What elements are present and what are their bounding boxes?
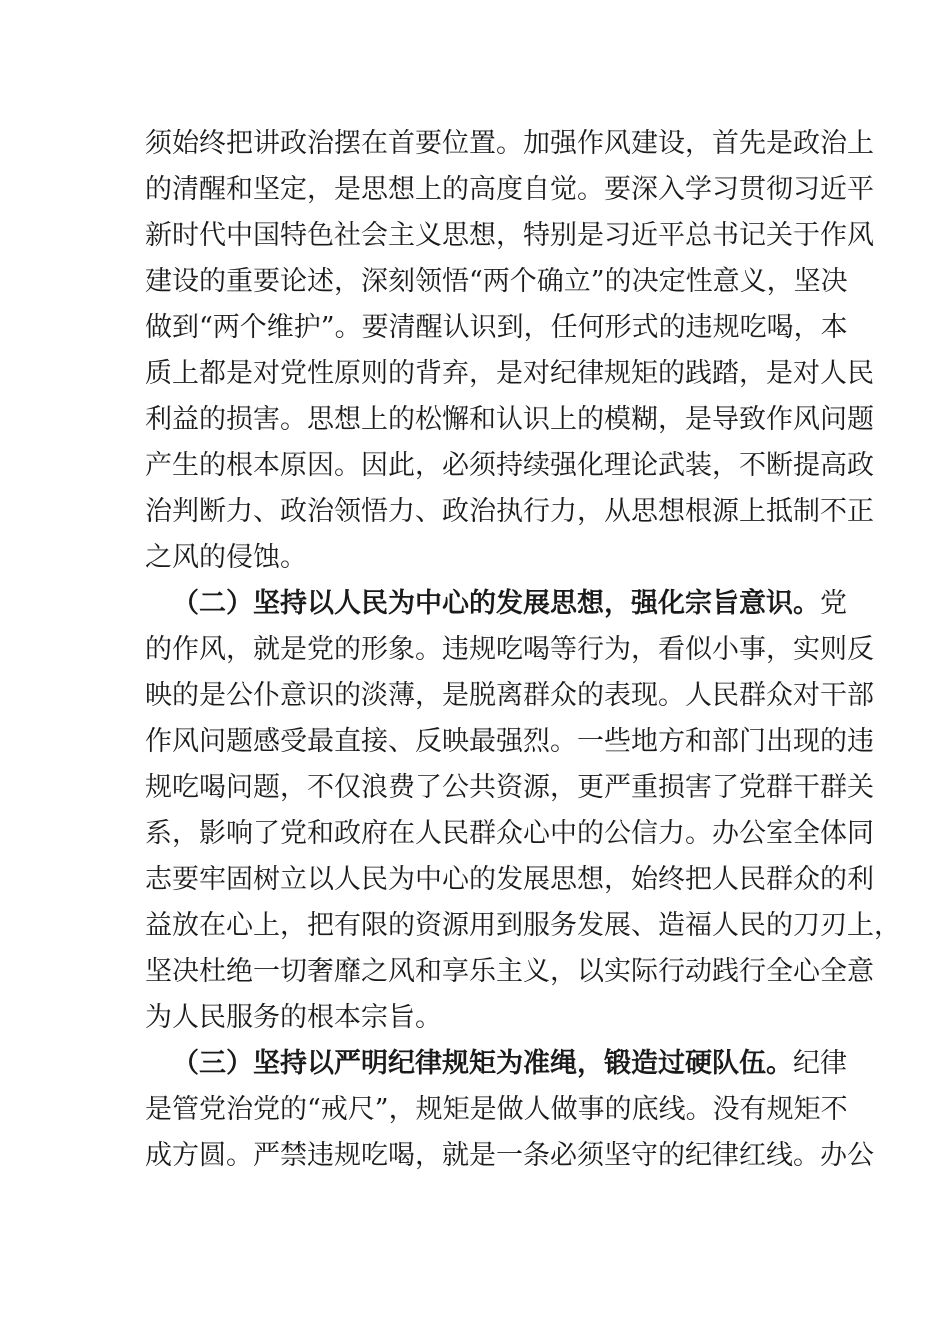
paragraph-2-line: 规吃喝问题，不仅浪费了公共资源，更严重损害了党群干群关: [145, 772, 874, 803]
section-heading-3: （三）坚持以严明纪律规矩为准绳，锻造过硬队伍。: [172, 1048, 793, 1079]
paragraph-2-line: 的作风，就是党的形象。违规吃喝等行为，看似小事，实则反: [145, 634, 874, 665]
paragraph-2-line: 为人民服务的根本宗旨。: [145, 1002, 442, 1033]
paragraph-3-first-line-rest: 纪律: [793, 1048, 847, 1079]
paragraph-1-line: 须始终把讲政治摆在首要位置。加强作风建设，首先是政治上: [145, 128, 874, 159]
paragraph-2-line: 坚决杜绝一切奢靡之风和享乐主义，以实际行动践行全心全意: [145, 956, 874, 987]
paragraph-1-line: 治判断力、政治领悟力、政治执行力，从思想根源上抵制不正: [145, 496, 874, 527]
paragraph-1-line: 利益的损害。思想上的松懈和认识上的模糊，是导致作风问题: [145, 404, 874, 435]
paragraph-2-line: 作风问题感受最直接、反映最强烈。一些地方和部门出现的违: [145, 726, 874, 757]
section-heading-2: （二）坚持以人民为中心的发展思想，强化宗旨意识。: [172, 588, 820, 619]
paragraph-2-line: 益放在心上，把有限的资源用到服务发展、造福人民的刀刃上，: [145, 910, 901, 941]
paragraph-3-line: 是管党治党的“戒尺”，规矩是做人做事的底线。没有规矩不: [145, 1094, 848, 1125]
paragraph-2-first-line-rest: 党: [820, 588, 847, 619]
paragraph-2-line: 映的是公仆意识的淡薄，是脱离群众的表现。人民群众对干部: [145, 680, 874, 711]
paragraph-1-line: 新时代中国特色社会主义思想，特别是习近平总书记关于作风: [145, 220, 874, 251]
paragraph-3-first-line: [145, 1041, 847, 1087]
paragraph-2-line: 系，影响了党和政府在人民群众心中的公信力。办公室全体同: [145, 818, 874, 849]
paragraph-1-line: 的清醒和坚定，是思想上的高度自觉。要深入学习贯彻习近平: [145, 174, 874, 205]
paragraph-1-line: 之风的侵蚀。: [145, 542, 307, 573]
paragraph-1-line: 做到“两个维护”。要清醒认识到，任何形式的违规吃喝，本: [145, 312, 848, 343]
paragraph-2-line: 志要牢固树立以人民为中心的发展思想，始终把人民群众的利: [145, 864, 874, 895]
paragraph-2-first-line: [145, 581, 847, 627]
paragraph-1-line: 产生的根本原因。因此，必须持续强化理论武装，不断提高政: [145, 450, 874, 481]
paragraph-1-line: 建设的重要论述，深刻领悟“两个确立”的决定性意义，坚决: [145, 266, 848, 297]
document-body: [145, 121, 901, 1179]
paragraph-3-line: 成方圆。严禁违规吃喝，就是一条必须坚守的纪律红线。办公: [145, 1140, 874, 1171]
paragraph-1-line: 质上都是对党性原则的背弃，是对纪律规矩的践踏，是对人民: [145, 358, 874, 389]
